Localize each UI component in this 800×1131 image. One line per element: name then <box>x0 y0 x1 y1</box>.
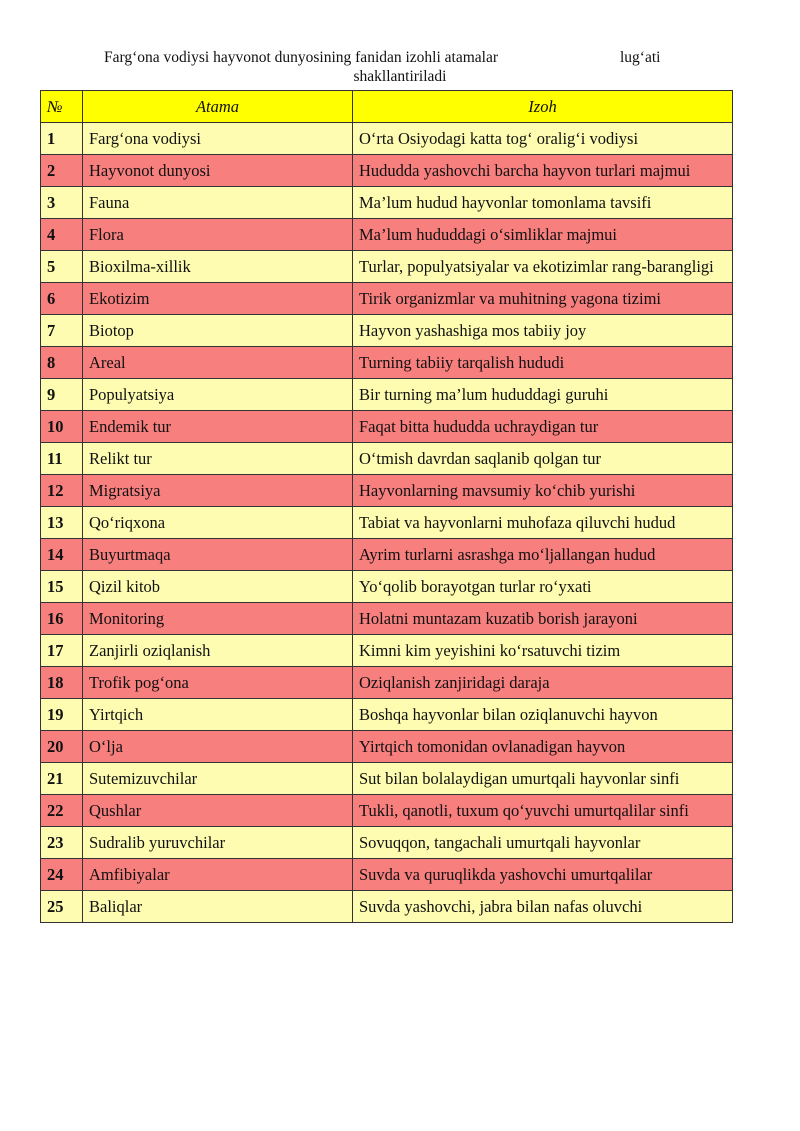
row-definition: Tirik organizmlar va muhitning yagona tizimi <box>353 283 733 315</box>
row-number: 8 <box>41 347 83 379</box>
row-number: 7 <box>41 315 83 347</box>
table-row <box>41 667 733 699</box>
table-row <box>41 795 733 827</box>
row-term: Endemik tur <box>83 411 353 443</box>
row-term: Sutemizuvchilar <box>83 763 353 795</box>
row-number: 1 <box>41 123 83 155</box>
header-term: Atama <box>83 91 353 123</box>
row-definition: Boshqa hayvonlar bilan oziqlanuvchi hayvon <box>353 699 733 731</box>
row-number: 2 <box>41 155 83 187</box>
row-term: Monitoring <box>83 603 353 635</box>
table-row <box>41 219 733 251</box>
glossary-table <box>40 90 733 923</box>
row-number: 3 <box>41 187 83 219</box>
row-term: Qo‘riqxona <box>83 507 353 539</box>
header-number: № <box>41 91 83 123</box>
table-row <box>41 251 733 283</box>
row-term: Areal <box>83 347 353 379</box>
row-term: Ekotizim <box>83 283 353 315</box>
table-row <box>41 347 733 379</box>
table-row <box>41 699 733 731</box>
row-definition: Sut bilan bolalaydigan umurtqali hayvonlar sinfi <box>353 763 733 795</box>
row-definition: Faqat bitta hududda uchraydigan tur <box>353 411 733 443</box>
row-definition: Hayvon yashashiga mos tabiiy joy <box>353 315 733 347</box>
row-term: Hayvonot dunyosi <box>83 155 353 187</box>
row-definition: Ayrim turlarni asrashga mo‘ljallangan hudud <box>353 539 733 571</box>
table-row <box>41 571 733 603</box>
row-term: Farg‘ona vodiysi <box>83 123 353 155</box>
row-number: 16 <box>41 603 83 635</box>
table-row <box>41 283 733 315</box>
row-term: Qizil kitob <box>83 571 353 603</box>
table-row <box>41 539 733 571</box>
row-definition: Yo‘qolib borayotgan turlar ro‘yxati <box>353 571 733 603</box>
title-line-2: shakllantiriladi <box>353 68 447 85</box>
row-number: 9 <box>41 379 83 411</box>
row-term: Populyatsiya <box>83 379 353 411</box>
table-row <box>41 763 733 795</box>
table-row <box>41 859 733 891</box>
document-title <box>40 48 730 86</box>
row-definition: Oziqlanish zanjiridagi daraja <box>353 667 733 699</box>
row-definition: O‘rta Osiyodagi katta tog‘ oralig‘i vodiysi <box>353 123 733 155</box>
row-term: Amfibiyalar <box>83 859 353 891</box>
row-definition: Holatni muntazam kuzatib borish jarayoni <box>353 603 733 635</box>
row-term: Bioxilma-xillik <box>83 251 353 283</box>
row-definition: Tukli, qanotli, tuxum qo‘yuvchi umurtqalilar sinfi <box>353 795 733 827</box>
row-term: Migratsiya <box>83 475 353 507</box>
table-row <box>41 731 733 763</box>
table-row <box>41 507 733 539</box>
row-definition: Yirtqich tomonidan ovlanadigan hayvon <box>353 731 733 763</box>
table-row <box>41 123 733 155</box>
table-header-row <box>41 91 733 123</box>
row-number: 4 <box>41 219 83 251</box>
row-term: Relikt tur <box>83 443 353 475</box>
row-number: 13 <box>41 507 83 539</box>
table-row <box>41 315 733 347</box>
table-row <box>41 827 733 859</box>
row-term: Trofik pog‘ona <box>83 667 353 699</box>
table-row <box>41 187 733 219</box>
table-row <box>41 603 733 635</box>
row-number: 17 <box>41 635 83 667</box>
row-definition: Ma’lum hududdagi o‘simliklar majmui <box>353 219 733 251</box>
row-definition: Hududda yashovchi barcha hayvon turlari majmui <box>353 155 733 187</box>
row-number: 23 <box>41 827 83 859</box>
row-definition: Sovuqqon, tangachali umurtqali hayvonlar <box>353 827 733 859</box>
table-row <box>41 155 733 187</box>
row-number: 20 <box>41 731 83 763</box>
table-row <box>41 411 733 443</box>
row-definition: Tabiat va hayvonlarni muhofaza qiluvchi hudud <box>353 507 733 539</box>
row-number: 25 <box>41 891 83 923</box>
row-term: Sudralib yuruvchilar <box>83 827 353 859</box>
row-number: 24 <box>41 859 83 891</box>
row-number: 14 <box>41 539 83 571</box>
row-definition: O‘tmish davrdan saqlanib qolgan tur <box>353 443 733 475</box>
row-term: Buyurtmaqa <box>83 539 353 571</box>
row-term: Baliqlar <box>83 891 353 923</box>
row-number: 11 <box>41 443 83 475</box>
row-number: 12 <box>41 475 83 507</box>
row-number: 6 <box>41 283 83 315</box>
row-number: 10 <box>41 411 83 443</box>
row-definition: Kimni kim yeyishini ko‘rsatuvchi tizim <box>353 635 733 667</box>
table-row <box>41 443 733 475</box>
row-term: Qushlar <box>83 795 353 827</box>
row-number: 21 <box>41 763 83 795</box>
row-number: 22 <box>41 795 83 827</box>
row-number: 15 <box>41 571 83 603</box>
table-row <box>41 635 733 667</box>
table-row <box>41 891 733 923</box>
header-definition: Izoh <box>353 91 733 123</box>
row-definition: Hayvonlarning mavsumiy ko‘chib yurishi <box>353 475 733 507</box>
row-definition: Ma’lum hudud hayvonlar tomonlama tavsifi <box>353 187 733 219</box>
row-term: Fauna <box>83 187 353 219</box>
title-line-1: Farg‘ona vodiysi hayvonot dunyosining fanidan izohli atamalar <box>104 49 499 66</box>
row-definition: Turning tabiiy tarqalish hududi <box>353 347 733 379</box>
table-row <box>41 475 733 507</box>
row-number: 19 <box>41 699 83 731</box>
row-term: O‘lja <box>83 731 353 763</box>
row-term: Yirtqich <box>83 699 353 731</box>
row-term: Zanjirli oziqlanish <box>83 635 353 667</box>
row-term: Biotop <box>83 315 353 347</box>
row-number: 18 <box>41 667 83 699</box>
row-term: Flora <box>83 219 353 251</box>
row-definition: Turlar, populyatsiyalar va ekotizimlar rang-barangligi <box>353 251 733 283</box>
table-row <box>41 379 733 411</box>
row-number: 5 <box>41 251 83 283</box>
row-definition: Suvda yashovchi, jabra bilan nafas oluvchi <box>353 891 733 923</box>
title-line-1-tail: lug‘ati <box>620 49 661 66</box>
row-definition: Suvda va quruqlikda yashovchi umurtqalilar <box>353 859 733 891</box>
row-definition: Bir turning ma’lum hududdagi guruhi <box>353 379 733 411</box>
